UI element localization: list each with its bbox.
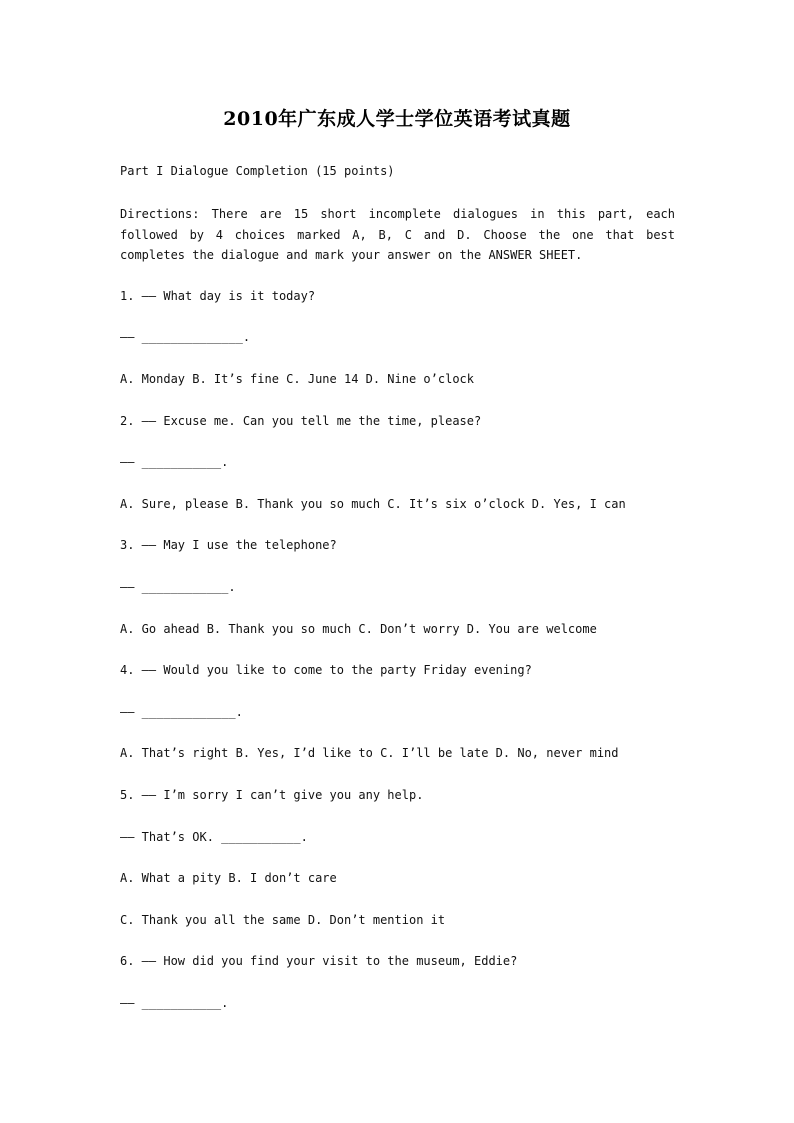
- question-2-prompt: 2. —— Excuse me. Can you tell me the time, please?: [120, 414, 482, 428]
- question-3-response: —— ____________.: [120, 580, 236, 594]
- question-1-prompt: 1. —— What day is it today?: [120, 289, 316, 303]
- question-5-options: A. What a pity B. I don’t care: [120, 871, 337, 885]
- question-5-prompt: 5. —— I’m sorry I can’t give you any help.: [120, 788, 424, 802]
- question-2-options: A. Sure, please B. Thank you so much C. It’s six o’clock D. Yes, I can: [120, 497, 626, 511]
- question-6-response: —— ___________.: [120, 996, 229, 1010]
- page-title: 2010年广东成人学士学位英语考试真题: [223, 108, 571, 130]
- question-5-response: —— That’s OK. ___________.: [120, 830, 308, 844]
- question-1-options: A. Monday B. It’s fine C. June 14 D. Nine o’clock: [120, 372, 475, 386]
- question-3-prompt: 3. —— May I use the telephone?: [120, 538, 337, 552]
- question-3-options: A. Go ahead B. Thank you so much C. Don’t worry D. You are welcome: [120, 622, 597, 636]
- part-heading: Part I Dialogue Completion (15 points): [120, 164, 395, 178]
- question-1-response: —— ______________.: [120, 330, 251, 344]
- question-4-response: —— _____________.: [120, 705, 243, 719]
- question-4-options: A. That’s right B. Yes, I’d like to C. I’ll be late D. No, never mind: [120, 746, 619, 760]
- directions-paragraph: Directions: There are 15 short incomplete dialogues in this part, each followed by 4 choices marked A, B, C and D. Choose the one that best completes the dialogue and mark your answer on the ANSWER SHEET.: [120, 207, 675, 262]
- question-2-response: —— ___________.: [120, 455, 229, 469]
- question-6-prompt: 6. —— How did you find your visit to the museum, Eddie?: [120, 954, 518, 968]
- question-5-options-continued: C. Thank you all the same D. Don’t mention it: [120, 913, 446, 927]
- question-4-prompt: 4. —— Would you like to come to the party Friday evening?: [120, 663, 532, 677]
